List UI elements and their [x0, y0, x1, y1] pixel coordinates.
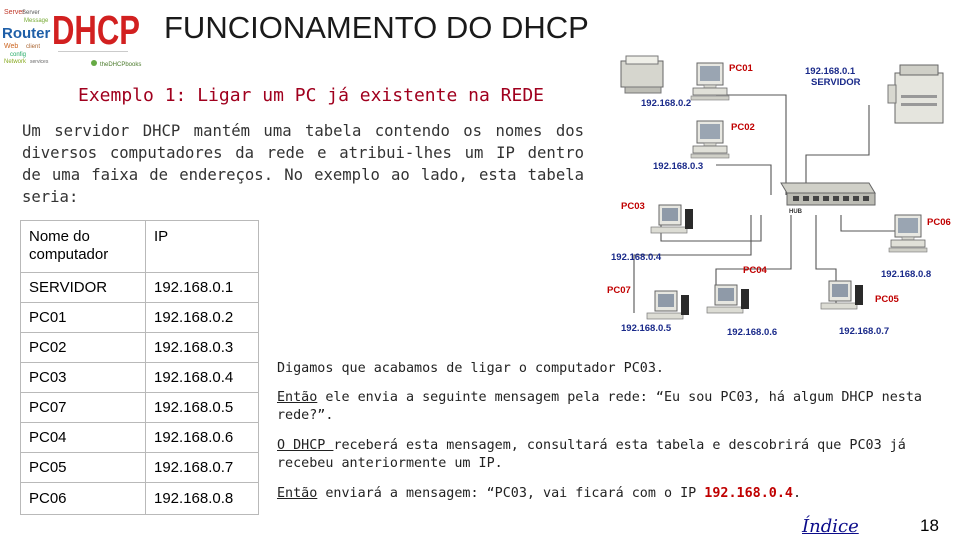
- logo-footer: theDHCPbooks: [100, 62, 142, 68]
- pc01-icon: [691, 63, 729, 100]
- page-subtitle: Exemplo 1: Ligar um PC já existente na REDE: [78, 85, 544, 106]
- logo-word: Web: [4, 43, 19, 50]
- cell-name: SERVIDOR: [21, 273, 146, 303]
- paragraph-2-text: ele envia a seguinte mensagem pela rede: “Eu sou PC03, há algum DHCP nesta rede?”.: [277, 390, 922, 423]
- cell-ip: 192.168.0.8: [146, 483, 259, 515]
- logo-big-text: DHCP: [52, 7, 140, 53]
- label-pc01: PC01: [729, 63, 753, 74]
- pc05-icon: [821, 281, 863, 309]
- label-pc06-ip: 192.168.0.8: [881, 269, 932, 280]
- header-computer-name: Nome do computador: [21, 221, 146, 273]
- label-pc03: PC03: [621, 201, 645, 212]
- hub-icon: [781, 183, 875, 205]
- logo-word: Server: [4, 9, 25, 16]
- ip-table: [20, 220, 259, 515]
- logo-word: client: [26, 44, 41, 50]
- cell-ip: 192.168.0.5: [146, 393, 259, 423]
- pc06-icon: [889, 215, 927, 252]
- table-row: [21, 483, 259, 515]
- logo-word: Network: [4, 59, 27, 65]
- cell-name: PC05: [21, 453, 146, 483]
- pc07-icon: [647, 291, 689, 319]
- paragraph-2: [277, 389, 937, 425]
- table-row: [21, 303, 259, 333]
- label-pc05-ip: 192.168.0.7: [839, 326, 890, 337]
- cell-ip: 192.168.0.2: [146, 303, 259, 333]
- highlight-ip: 192.168.0.4: [704, 486, 793, 501]
- page-number: 18: [920, 516, 939, 535]
- cell-ip: 192.168.0.3: [146, 333, 259, 363]
- paragraph-1: Digamos que acabamos de ligar o computador PC03.: [277, 361, 664, 376]
- cell-ip: 192.168.0.1: [146, 273, 259, 303]
- paragraph-3-lead: O DHCP: [277, 438, 334, 453]
- label-pc02-ip: 192.168.0.3: [653, 161, 704, 172]
- table-row: [21, 273, 259, 303]
- network-diagram: [601, 55, 959, 341]
- paragraph-4-lead: Então: [277, 486, 318, 501]
- table-row: [21, 393, 259, 423]
- paragraph-3: [277, 437, 937, 473]
- server-icon: [888, 65, 943, 123]
- label-pc01-ip: 192.168.0.2: [641, 98, 692, 109]
- paragraph-3-text: receberá esta mensagem, consultará esta tabela e descobrirá que PC03 já recebeu anteriormente um IP.: [277, 438, 906, 471]
- label-servidor-ip: 192.168.0.1: [805, 66, 856, 77]
- cell-name: PC01: [21, 303, 146, 333]
- cell-name: PC07: [21, 393, 146, 423]
- table-header-row: [21, 221, 259, 273]
- table-row: [21, 363, 259, 393]
- header-ip: IP: [146, 221, 259, 273]
- svg-text:——————————————: ——————————————: [58, 49, 128, 55]
- paragraph-4-text: enviará a mensagem: “PC03, vai ficará com o IP: [317, 486, 705, 501]
- cell-ip: 192.168.0.4: [146, 363, 259, 393]
- label-pc04-ip: 192.168.0.6: [727, 327, 778, 338]
- label-pc05: PC05: [875, 294, 899, 305]
- logo-word: config: [10, 52, 27, 58]
- pc02-icon: [691, 121, 729, 158]
- label-pc02: PC02: [731, 122, 755, 133]
- label-pc07-ip: 192.168.0.5: [621, 323, 672, 334]
- cell-name: PC03: [21, 363, 146, 393]
- page-title: FUNCIONAMENTO DO DHCP: [164, 10, 589, 45]
- table-row: [21, 423, 259, 453]
- label-hub: HUB: [789, 209, 802, 215]
- label-pc07: PC07: [607, 285, 631, 296]
- cell-name: PC04: [21, 423, 146, 453]
- label-pc06: PC06: [927, 217, 951, 228]
- label-pc04: PC04: [743, 265, 767, 276]
- intro-paragraph: Um servidor DHCP mantém uma tabela contendo os nomes dos diversos computadores da rede e atribui-lhes um IP dentro de uma faixa de endereços. No exemplo ao lado, esta tabela seria:: [22, 122, 584, 206]
- label-servidor: SERVIDOR: [811, 77, 861, 88]
- logo-word: Message: [24, 18, 49, 24]
- printer-icon: [621, 56, 663, 93]
- logo-word: Router: [2, 25, 51, 42]
- logo-word: Server: [22, 10, 40, 16]
- cell-name: PC02: [21, 333, 146, 363]
- logo-word: services: [30, 59, 49, 65]
- table-row: [21, 333, 259, 363]
- pc03-icon: [651, 205, 693, 233]
- pc04-icon: [707, 285, 749, 313]
- cell-ip: 192.168.0.6: [146, 423, 259, 453]
- paragraph-4: [277, 485, 937, 503]
- cell-ip: 192.168.0.7: [146, 453, 259, 483]
- table-row: [21, 453, 259, 483]
- paragraph-4-end: .: [792, 486, 802, 501]
- index-link[interactable]: Índice: [802, 516, 859, 537]
- dhcp-logo: [0, 0, 142, 70]
- label-pc03-ip: 192.168.0.4: [611, 252, 662, 263]
- paragraph-2-lead: Então: [277, 390, 318, 405]
- cell-name: PC06: [21, 483, 146, 515]
